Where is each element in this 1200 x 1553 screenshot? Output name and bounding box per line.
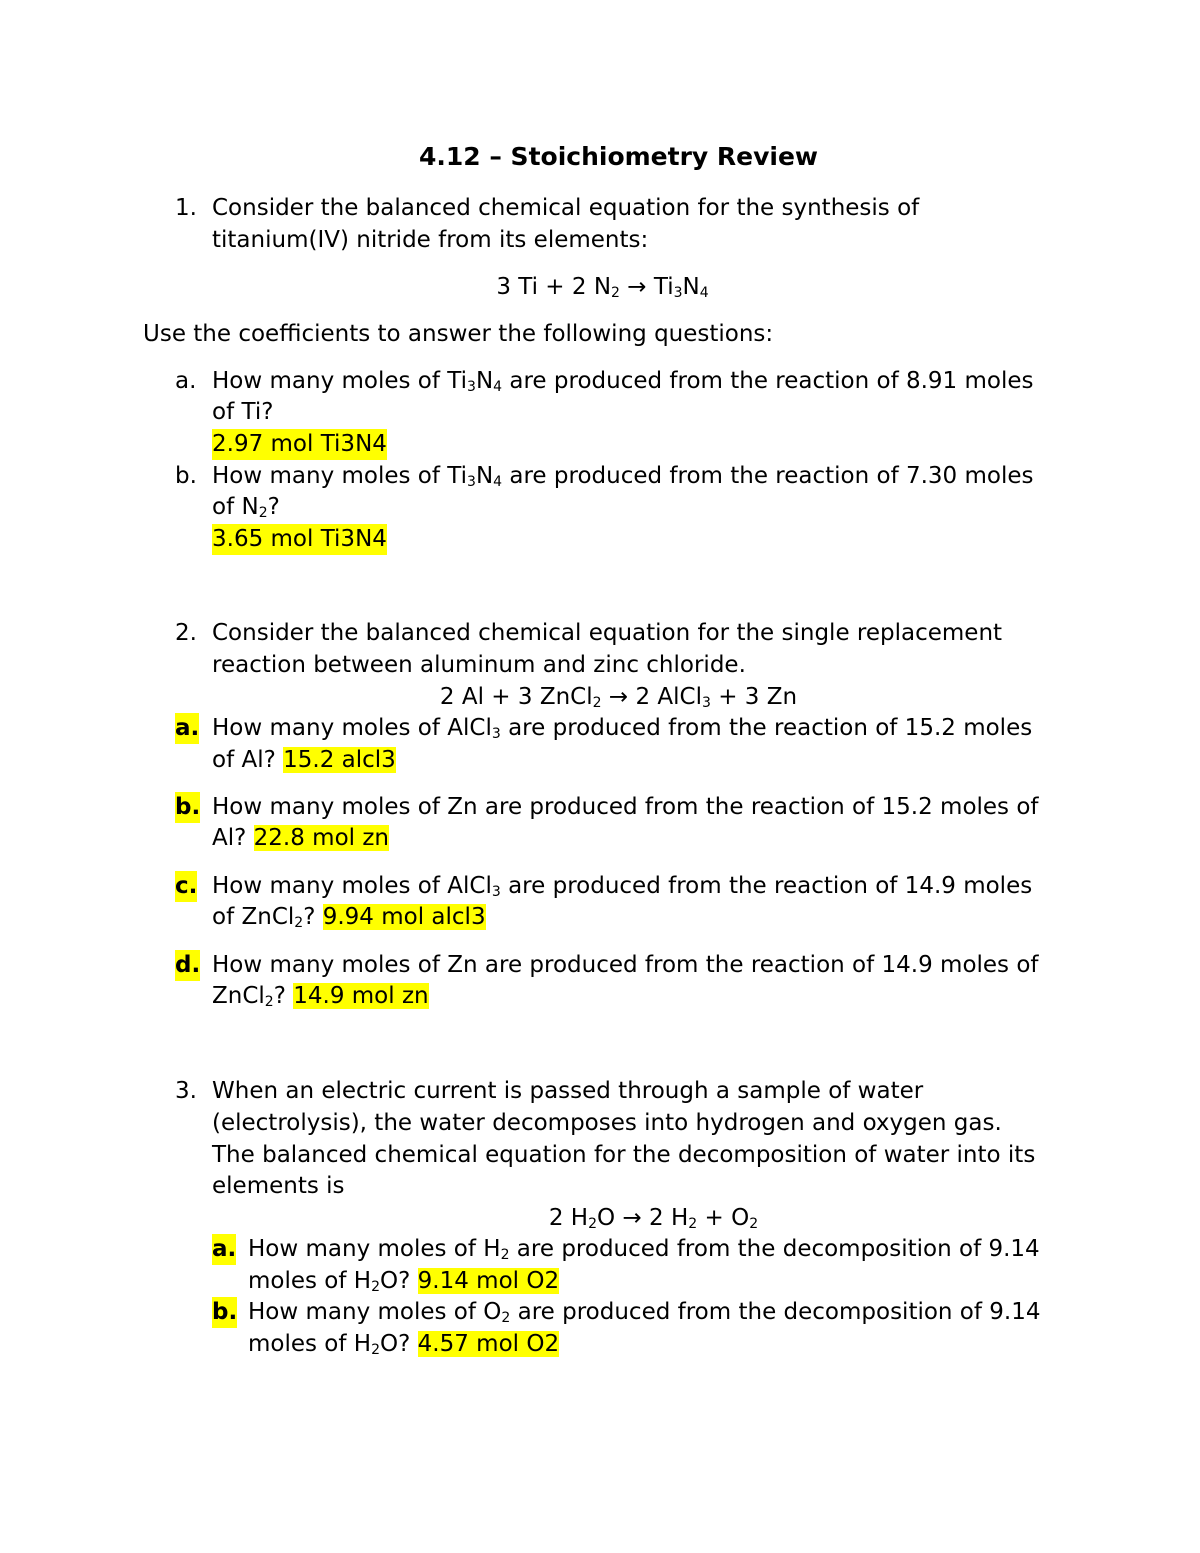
subquestion-mark: b.: [175, 792, 200, 823]
question-number: 3.: [175, 1078, 197, 1104]
chemical-equation: 3 Ti + 2 $N_2 \to Ti_3N_4$: [496, 274, 709, 301]
subquestion-text: moles of $H_2O$? 4.57 mol O2: [248, 1331, 560, 1358]
answer-highlight: 9.14 mol O2: [417, 1268, 560, 1294]
subquestion-text: How many moles of AlCl$_3$ are produced from the reaction of 15.2 moles: [212, 715, 1033, 742]
answer-highlight: 9.94 mol alcl3: [322, 904, 486, 930]
subquestion-text: of Ti?: [212, 399, 274, 425]
subquestion-text: How many moles of $Ti_3N_4$ are produced from the reaction of 8.91 moles: [212, 368, 1034, 395]
subquestion-text: How many moles of $H_2$ are produced from the decomposition of 9.14: [248, 1236, 1040, 1263]
answer-highlight: 4.57 mol O2: [417, 1331, 560, 1357]
question-text: (electrolysis), the water decomposes into hydrogen and oxygen gas.: [212, 1110, 1002, 1136]
subquestion-text: How many moles of $O_2$ are produced from the decomposition of 9.14: [248, 1299, 1041, 1326]
subquestion-text: of Al? 15.2 alcl3: [212, 747, 396, 773]
chemical-equation: 2 $H_2O \to 2$ $H_2 + O_2$: [548, 1205, 759, 1232]
subquestion-mark: c.: [175, 871, 197, 902]
answer-highlight: 22.8 mol zn: [253, 825, 390, 851]
question-text: titanium(IV) nitride from its elements:: [212, 227, 649, 253]
answer-highlight: 15.2 alcl3: [283, 747, 396, 773]
subquestion-text: of $N_2$?: [212, 494, 280, 521]
answer-highlight: 3.65 mol Ti3N4: [212, 524, 387, 555]
question-text: elements is: [212, 1173, 345, 1199]
subquestion-text: ZnCl$_2$? 14.9 mol zn: [212, 983, 429, 1010]
chemical-equation: 2 Al + 3 ZnCl$_2$ → 2 AlCl$_3$ + 3 Zn: [439, 684, 798, 711]
answer-highlight: 14.9 mol zn: [293, 983, 429, 1009]
question-number: 1.: [175, 195, 197, 221]
question-number: 2.: [175, 620, 197, 646]
question-text: The balanced chemical equation for the decomposition of water into its: [212, 1142, 1036, 1168]
question-text: reaction between aluminum and zinc chloride.: [212, 652, 746, 678]
subquestion-text: of ZnCl$_2$? 9.94 mol alcl3: [212, 904, 486, 931]
subquestion-text: How many moles of Zn are produced from the reaction of 15.2 moles of: [212, 794, 1039, 820]
question-text: Consider the balanced chemical equation for the synthesis of: [212, 195, 920, 221]
answer-highlight: 2.97 mol Ti3N4: [212, 429, 387, 460]
subquestion-mark: b.: [175, 463, 197, 489]
subquestion-mark: a.: [175, 713, 199, 744]
question-text: When an electric current is passed through a sample of water: [212, 1078, 924, 1104]
subquestion-mark: d.: [175, 950, 200, 981]
page-title: 4.12 – Stoichiometry Review: [418, 142, 819, 171]
subquestion-mark: a.: [175, 368, 197, 394]
question-text: Consider the balanced chemical equation for the single replacement: [212, 620, 1003, 646]
subquestion-text: moles of $H_2O$? 9.14 mol O2: [248, 1268, 560, 1295]
subquestion-text: How many moles of Zn are produced from the reaction of 14.9 moles of: [212, 952, 1039, 978]
subquestion-text: Al? 22.8 mol zn: [212, 825, 390, 851]
subquestion-text: How many moles of $Ti_3N_4$ are produced from the reaction of 7.30 moles: [212, 463, 1034, 490]
subquestion-text: How many moles of AlCl$_3$ are produced from the reaction of 14.9 moles: [212, 873, 1033, 900]
subquestion-mark: b.: [212, 1297, 237, 1328]
instruction-text: Use the coefficients to answer the following questions:: [143, 321, 774, 347]
subquestion-mark: a.: [212, 1234, 236, 1265]
